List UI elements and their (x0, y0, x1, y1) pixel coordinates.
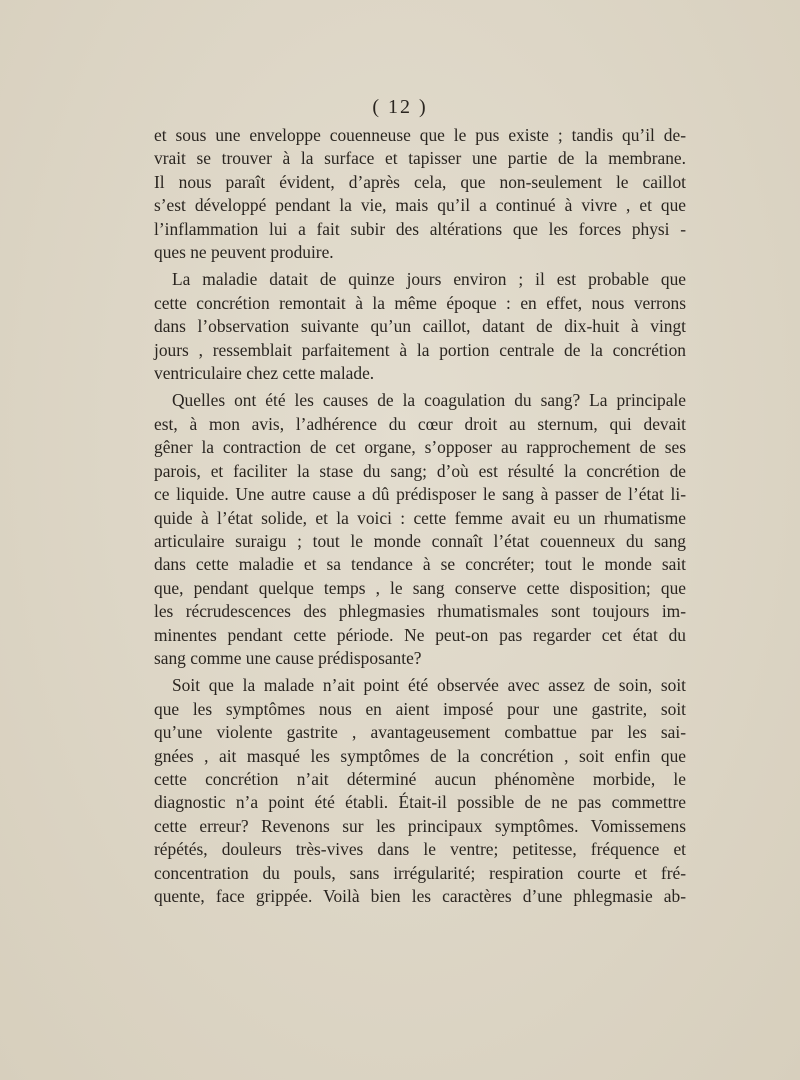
text-line: ques ne peuvent produire. (154, 242, 334, 263)
text-line: minentes pendant cette période. Ne peut-on pas regarder cet état du (154, 624, 686, 645)
text-line: ventriculaire chez cette malade. (154, 363, 375, 384)
text-line: que les symptômes nous en aient imposé pour une gastrite, soit (154, 698, 686, 719)
text-line: ce liquide. Une autre cause a dû prédisposer le sang à passer de l’état li- (154, 484, 686, 505)
text-line: répétés, douleurs très-vives dans le ventre; petitesse, fréquence et (154, 839, 686, 860)
text-line: vrait se trouver à la surface et tapisser une partie de la membrane. (154, 148, 686, 169)
paragraph-1 (154, 124, 686, 264)
paragraph-4 (154, 674, 686, 908)
text-line: articulaire suraigu ; tout le monde connaît l’état couenneux du sang (154, 530, 686, 551)
text-line: est, à mon avis, l’adhérence du cœur droit au sternum, qui devait (154, 413, 686, 434)
paragraph-3 (154, 389, 686, 670)
text-line: gêner la contraction de cet organe, s’opposer au rapprochement de ses (154, 437, 686, 458)
text-line: concentration du pouls, sans irrégularité; respiration courte et fré- (154, 862, 686, 883)
text-line: diagnostic n’a point été établi. Était-il possible de ne pas commettre (154, 792, 686, 813)
text-line: s’est développé pendant la vie, mais qu’il a continué à vivre , et que (154, 195, 686, 216)
text-line: et sous une enveloppe couenneuse que le pus existe ; tandis qu’il de- (154, 125, 686, 145)
text-line: jours , ressemblait parfaitement à la portion centrale de la concrétion (154, 339, 686, 360)
text-line: Soit que la malade n’ait point été observée avec assez de soin, soit (172, 675, 686, 696)
text-line: gnées , ait masqué les symptômes de la concrétion , soit enfin que (154, 745, 686, 766)
text-line: quide à l’état solide, et la voici : cette femme avait eu un rhumatisme (154, 507, 686, 528)
text-line: qu’une violente gastrite , avantageusement combattue par les sai- (154, 722, 686, 743)
text-line: sang comme une cause prédisposante? (154, 647, 422, 668)
text-line: La maladie datait de quinze jours environ ; il est probable que (172, 269, 686, 290)
text-line: Quelles ont été les causes de la coagulation du sang? La principale (172, 390, 686, 411)
text-line: cette concrétion remontait à la même époque : en effet, nous verrons (154, 292, 686, 313)
body-text (154, 124, 686, 908)
text-line: Il nous paraît évident, d’après cela, que non-seulement le caillot (154, 171, 686, 192)
paragraph-2 (154, 268, 686, 385)
page-number: ( 12 ) (372, 96, 428, 118)
text-line: dans l’observation suivante qu’un caillot, datant de dix-huit à vingt (154, 316, 686, 337)
text-line: l’inflammation lui a fait subir des altérations que les forces physi - (154, 218, 686, 239)
text-line: les récrudescences des phlegmasies rhumatismales sont toujours im- (154, 601, 686, 622)
text-line: quente, face grippée. Voilà bien les caractères d’une phlegmasie ab- (154, 886, 686, 906)
text-line: cette erreur? Revenons sur les principaux symptômes. Vomissemens (154, 815, 686, 836)
text-line: parois, et faciliter la stase du sang; d’où est résulté la concrétion de (154, 460, 686, 481)
text-line: cette concrétion n’ait déterminé aucun phénomène morbide, le (154, 768, 686, 789)
text-line: que, pendant quelque temps , le sang conserve cette disposition; que (154, 577, 686, 598)
text-line: dans cette maladie et sa tendance à se concréter; tout le monde sait (154, 554, 686, 575)
